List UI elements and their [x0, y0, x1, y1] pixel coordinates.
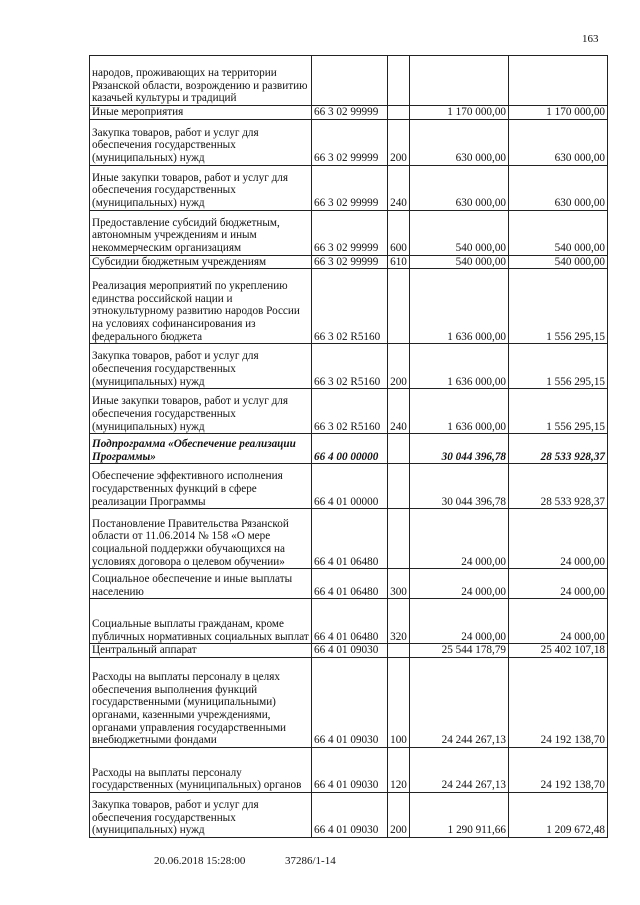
table-row — [90, 119, 608, 165]
row-code: 66 4 01 09030 — [312, 792, 388, 837]
table-row — [90, 509, 608, 569]
row-sum-plan: 30 044 396,78 — [410, 434, 509, 464]
row-name: Подпрограмма «Обеспечение реализации Программы» — [90, 434, 312, 464]
row-sum-plan: 1 170 000,00 — [410, 106, 509, 120]
row-code: 66 4 01 09030 — [312, 644, 388, 658]
table-row — [90, 210, 608, 255]
row-sum-exec: 1 209 672,48 — [509, 792, 608, 837]
row-vr — [388, 56, 410, 106]
row-name: Закупка товаров, работ и услуг для обеспечения государственных (муниципальных) нужд — [90, 119, 312, 165]
row-sum-exec: 24 192 138,70 — [509, 747, 608, 792]
row-sum-exec: 28 533 928,37 — [509, 434, 608, 464]
footer-datetime: 20.06.2018 15:28:00 — [154, 855, 246, 867]
row-sum-exec: 1 556 295,15 — [509, 344, 608, 389]
footer-doc-id: 37286/1-14 — [285, 855, 336, 867]
row-sum-exec: 28 533 928,37 — [509, 464, 608, 509]
row-name: Реализация мероприятий по укреплению единства российской нации и этнокультурному развитию народов России на условиях софинансирования из федерального бюджета — [90, 269, 312, 344]
row-vr — [388, 434, 410, 464]
row-sum-exec: 24 000,00 — [509, 569, 608, 599]
row-vr — [388, 269, 410, 344]
row-code: 66 4 01 06480 — [312, 599, 388, 644]
table-row — [90, 464, 608, 509]
row-sum-exec: 630 000,00 — [509, 165, 608, 210]
table-row — [90, 269, 608, 344]
table-row — [90, 569, 608, 599]
row-code: 66 3 02 99999 — [312, 165, 388, 210]
row-vr: 120 — [388, 747, 410, 792]
row-vr: 240 — [388, 165, 410, 210]
row-sum-exec: 630 000,00 — [509, 119, 608, 165]
row-sum-plan: 540 000,00 — [410, 210, 509, 255]
row-sum-plan: 30 044 396,78 — [410, 464, 509, 509]
row-vr — [388, 644, 410, 658]
row-sum-plan: 24 000,00 — [410, 509, 509, 569]
row-sum-exec: 25 402 107,18 — [509, 644, 608, 658]
row-vr: 600 — [388, 210, 410, 255]
row-code: 66 3 02 R5160 — [312, 389, 388, 434]
row-vr — [388, 509, 410, 569]
row-vr: 320 — [388, 599, 410, 644]
row-sum-plan: 24 244 267,13 — [410, 657, 509, 747]
table-row — [90, 434, 608, 464]
row-code: 66 4 00 00000 — [312, 434, 388, 464]
row-code: 66 3 02 99999 — [312, 255, 388, 269]
row-sum-plan — [410, 56, 509, 106]
row-name: Субсидии бюджетным учреждениям — [90, 255, 312, 269]
row-name: Закупка товаров, работ и услуг для обеспечения государственных (муниципальных) нужд — [90, 344, 312, 389]
table-row — [90, 599, 608, 644]
row-sum-exec: 24 000,00 — [509, 509, 608, 569]
row-name: Закупка товаров, работ и услуг для обеспечения государственных (муниципальных) нужд — [90, 792, 312, 837]
row-code: 66 4 01 06480 — [312, 509, 388, 569]
row-name: Расходы на выплаты персоналу государственных (муниципальных) органов — [90, 747, 312, 792]
row-code: 66 3 02 99999 — [312, 210, 388, 255]
row-sum-plan: 1 636 000,00 — [410, 389, 509, 434]
table-row — [90, 747, 608, 792]
row-sum-exec: 24 192 138,70 — [509, 657, 608, 747]
row-sum-plan: 1 636 000,00 — [410, 344, 509, 389]
row-vr: 200 — [388, 344, 410, 389]
page-number: 163 — [582, 33, 599, 45]
row-vr: 200 — [388, 792, 410, 837]
row-code: 66 4 01 09030 — [312, 657, 388, 747]
row-sum-plan: 1 290 911,66 — [410, 792, 509, 837]
table-row — [90, 657, 608, 747]
row-sum-plan: 540 000,00 — [410, 255, 509, 269]
row-sum-exec: 540 000,00 — [509, 255, 608, 269]
row-sum-exec: 1 556 295,15 — [509, 269, 608, 344]
table-row — [90, 106, 608, 120]
row-sum-exec: 1 556 295,15 — [509, 389, 608, 434]
row-vr: 300 — [388, 569, 410, 599]
row-vr — [388, 106, 410, 120]
row-sum-exec: 24 000,00 — [509, 599, 608, 644]
row-sum-exec: 1 170 000,00 — [509, 106, 608, 120]
table-row — [90, 255, 608, 269]
row-code: 66 4 01 00000 — [312, 464, 388, 509]
row-code: 66 3 02 99999 — [312, 106, 388, 120]
row-code: 66 3 02 R5160 — [312, 269, 388, 344]
row-code: 66 4 01 09030 — [312, 747, 388, 792]
row-name: Предоставление субсидий бюджетным, автономным учреждениям и иным некоммерческим организациям — [90, 210, 312, 255]
row-sum-plan: 25 544 178,79 — [410, 644, 509, 658]
row-sum-plan: 24 244 267,13 — [410, 747, 509, 792]
row-vr: 240 — [388, 389, 410, 434]
table-row — [90, 56, 608, 106]
row-sum-plan: 24 000,00 — [410, 599, 509, 644]
row-vr: 200 — [388, 119, 410, 165]
row-name: народов, проживающих на территории Рязанской области, возрождению и развитию казачьей культуры и традиций — [90, 56, 312, 106]
row-name: Расходы на выплаты персоналу в целях обеспечения выполнения функций государственными (муниципальными) органами, казенными учреждениями, органами управления государственными внебюджетными фондами — [90, 657, 312, 747]
row-sum-exec: 540 000,00 — [509, 210, 608, 255]
table-row — [90, 344, 608, 389]
row-code: 66 3 02 R5160 — [312, 344, 388, 389]
row-code — [312, 56, 388, 106]
table-row — [90, 644, 608, 658]
row-name: Иные мероприятия — [90, 106, 312, 120]
row-sum-plan: 630 000,00 — [410, 119, 509, 165]
table-row — [90, 165, 608, 210]
table-row — [90, 389, 608, 434]
row-name: Центральный аппарат — [90, 644, 312, 658]
budget-table — [89, 55, 608, 838]
row-name: Обеспечение эффективного исполнения государственных функций в сфере реализации Программы — [90, 464, 312, 509]
row-code: 66 4 01 06480 — [312, 569, 388, 599]
row-vr — [388, 464, 410, 509]
row-vr: 610 — [388, 255, 410, 269]
row-sum-plan: 24 000,00 — [410, 569, 509, 599]
row-sum-exec — [509, 56, 608, 106]
table-row — [90, 792, 608, 837]
row-sum-plan: 1 636 000,00 — [410, 269, 509, 344]
row-name: Социальное обеспечение и иные выплаты населению — [90, 569, 312, 599]
row-vr: 100 — [388, 657, 410, 747]
row-name: Иные закупки товаров, работ и услуг для обеспечения государственных (муниципальных) нужд — [90, 165, 312, 210]
row-name: Постановление Правительства Рязанской области от 11.06.2014 № 158 «О мере социальной поддержки обучающихся на условиях договора о целевом обучении» — [90, 509, 312, 569]
row-sum-plan: 630 000,00 — [410, 165, 509, 210]
row-name: Иные закупки товаров, работ и услуг для обеспечения государственных (муниципальных) нужд — [90, 389, 312, 434]
row-code: 66 3 02 99999 — [312, 119, 388, 165]
row-name: Социальные выплаты гражданам, кроме публичных нормативных социальных выплат — [90, 599, 312, 644]
